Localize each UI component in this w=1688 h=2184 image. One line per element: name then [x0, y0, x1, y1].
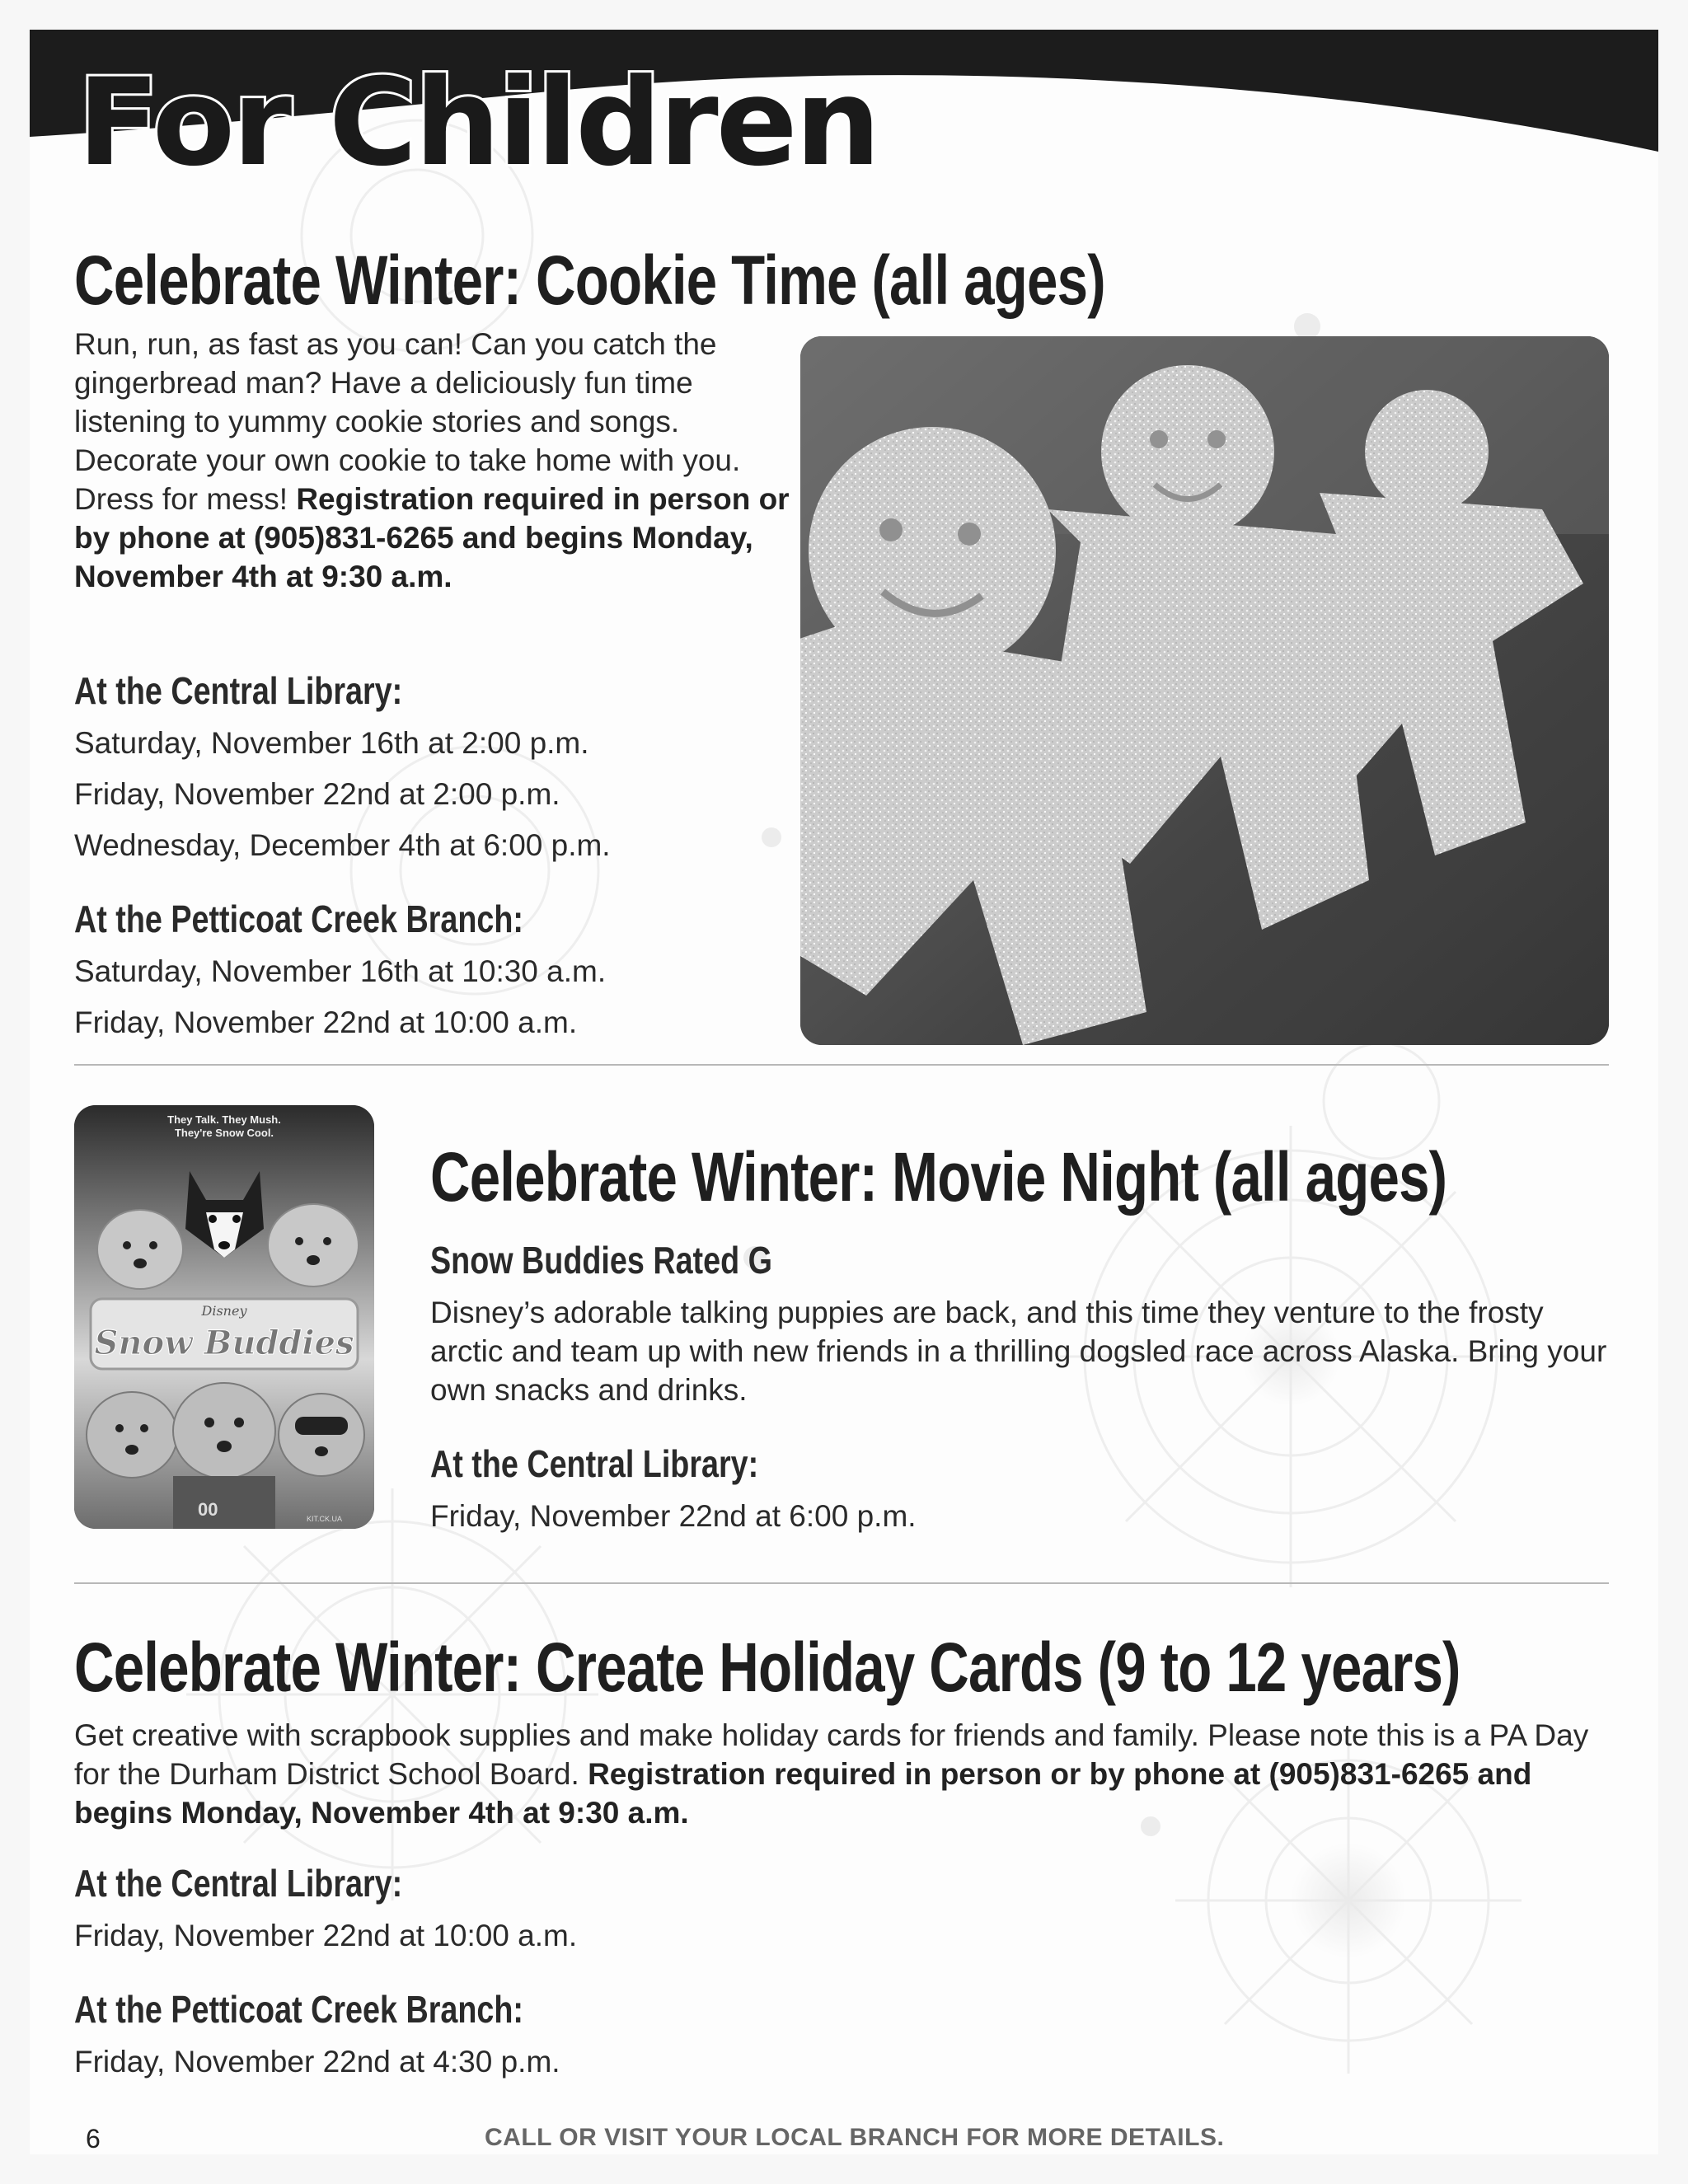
page-heading: For Children: [77, 53, 879, 193]
cards-location-petticoat: At the Petticoat Creek Branch:: [74, 1988, 523, 2031]
date-item: Friday, November 22nd at 10:00 a.m.: [74, 1005, 578, 1039]
cookie-location-central: At the Central Library:: [74, 669, 403, 712]
page: [30, 30, 1658, 2154]
movie-location-central: At the Central Library:: [430, 1442, 759, 1485]
poster-tagline-1: They Talk. They Mush.: [167, 1113, 281, 1126]
cookie-time-title: Celebrate Winter: Cookie Time (all ages): [74, 241, 1105, 319]
movie-central-dates: [430, 1491, 917, 1542]
cookie-location-petticoat: At the Petticoat Creek Branch:: [74, 898, 523, 940]
movie-subtitle: Snow Buddies Rated G: [430, 1239, 772, 1282]
footer-note: CALL OR VISIT YOUR LOCAL BRANCH FOR MORE DETAILS.: [485, 2124, 1225, 2151]
holiday-cards-description-block: [74, 1716, 1615, 1832]
movie-description: Disney’s adorable talking puppies are back, and this time they venture to the frosty arctic and team up with new friends in a thrilling dogsled race across Alaska. Bring your own snacks and drinks.: [430, 1296, 1607, 1407]
holiday-cards-registration: Registration required in person or by phone at (905)831-6265 and begins Monday, November 4th at 9:30 a.m.: [74, 1757, 1532, 1830]
holiday-cards-description-text: Get creative with scrapbook supplies and make holiday cards for friends and family. Please note this is a PA Day for the Durham District School Board.: [74, 1718, 1589, 1791]
snow-buddies-poster: [74, 1105, 374, 1529]
cards-location-central: At the Central Library:: [74, 1862, 403, 1905]
cookie-petticoat-dates: [74, 946, 606, 1048]
section-divider: [74, 1064, 1609, 1066]
holiday-cards-title: Celebrate Winter: Create Holiday Cards (9 to 12 years): [74, 1629, 1461, 1706]
poster-title-art: Snow Buddies: [94, 1324, 354, 1362]
poster-brand: Disney: [201, 1303, 247, 1319]
cookie-time-description-block: [74, 325, 799, 596]
date-item: Friday, November 22nd at 4:30 p.m.: [74, 2045, 560, 2079]
cookie-time-description: [74, 325, 799, 596]
poster-watermark: KIT.CK.UA: [306, 1515, 342, 1523]
cookie-time-description-text: Run, run, as fast as you can! Can you catch the gingerbread man? Have a deliciously fun time listening to yummy cookie stories and songs. Decorate your own cookie to take home with you. Dress for mess!: [74, 327, 741, 516]
date-item: Saturday, November 16th at 2:00 p.m.: [74, 726, 589, 760]
snow-buddies-poster-art: [74, 1105, 374, 1529]
cookie-central-dates: [74, 718, 611, 871]
movie-night-title: Celebrate Winter: Movie Night (all ages): [430, 1138, 1447, 1216]
holiday-cards-description: [74, 1716, 1615, 1832]
cards-petticoat-dates: [74, 2036, 560, 2088]
date-item: Wednesday, December 4th at 6:00 p.m.: [74, 828, 611, 862]
cookie-time-registration: Registration required in person or by phone at (905)831-6265 and begins Monday, November 4th at 9:30 a.m.: [74, 482, 790, 593]
gingerbread-cookies-illustration: [800, 336, 1609, 1045]
poster-jersey-number: 00: [198, 1499, 218, 1520]
section-divider: [74, 1582, 1609, 1584]
cards-central-dates: [74, 1910, 577, 1961]
date-item: Friday, November 22nd at 10:00 a.m.: [74, 1919, 578, 1952]
movie-description-block: [430, 1293, 1609, 1409]
date-item: Friday, November 22nd at 6:00 p.m.: [430, 1499, 917, 1533]
poster-tagline-2: They're Snow Cool.: [174, 1127, 274, 1139]
gingerbread-cookies-photo: [800, 336, 1609, 1045]
page-number: 6: [86, 2124, 101, 2154]
date-item: Saturday, November 16th at 10:30 a.m.: [74, 954, 607, 988]
date-item: Friday, November 22nd at 2:00 p.m.: [74, 777, 560, 811]
